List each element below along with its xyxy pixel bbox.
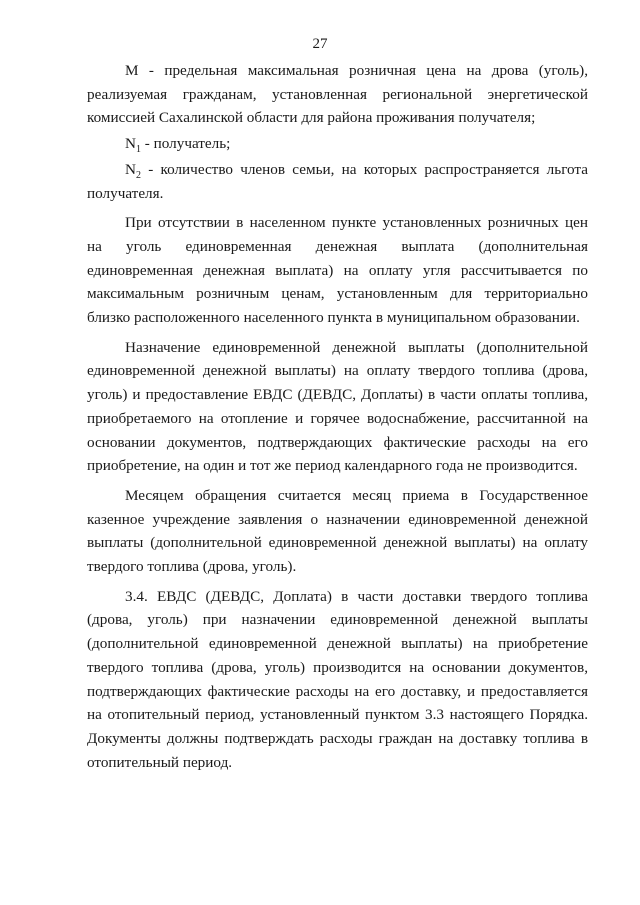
paragraph-n2-definition bbox=[87, 158, 588, 205]
paragraph-section-3-4: 3.4. ЕВДС (ДЕВДС, Доплата) в части доставки твердого топлива (дрова, уголь) при назначении единовременной денежной выплаты (дополнительной единовременной денежной выплаты) на приобретение твердого топлива (дрова, уголь) производится на основании документов, подтверждающих фактические расходы на его доставку, и предоставляется на отопительный период, установленный пунктом 3.3 настоящего Порядка. Документы должны подтверждать расходы граждан на доставку топлива в отопительный период. bbox=[87, 587, 588, 771]
paragraph-appointment-rule: Назначение единовременной денежной выплаты (дополнительной единовременной денежной выплаты) на оплату твердого топлива (дрова, уголь) и предоставление ЕВДС (ДЕВДС, Доплаты) в части оплаты топлива, приобретаемого на отопление и горячее водоснабжение, рассчитанной на основании документов, подтверждающих фактические расходы на его приобретение, на один и тот же период календарного года не производится. bbox=[87, 338, 588, 475]
n2-symbol: N bbox=[125, 160, 136, 178]
page-number: 27 bbox=[312, 36, 328, 52]
n1-symbol: N bbox=[125, 135, 136, 153]
n1-text: - получатель; bbox=[140, 135, 231, 153]
n1-subscript: 1 bbox=[135, 144, 141, 156]
paragraph-coal-price-absence: При отсутствии в населенном пункте установленных розничных цен на уголь единовременная денежная выплата (дополнительная единовременная денежная выплата) на оплату угля рассчитывается по максимальным розничным ценам, установленным для территориально близко расположенного населенного пункта в муниципальном образовании. bbox=[87, 214, 588, 327]
n2-subscript: 2 bbox=[135, 169, 141, 181]
paragraph-m-definition: М - предельная максимальная розничная цена на дрова (уголь), реализуемая гражданам, установленная региональной энергетической комиссией Сахалинской области для района проживания получателя; bbox=[87, 62, 588, 127]
n2-text: - количество членов семьи, на которых распространяется льгота получателя. bbox=[87, 160, 588, 202]
paragraph-application-month: Месяцем обращения считается месяц приема в Государственное казенное учреждение заявления о назначении единовременной денежной выплаты (дополнительной единовременной денежной выплаты) на оплату твердого топлива (дрова, уголь). bbox=[87, 486, 588, 576]
paragraph-n1-definition bbox=[87, 132, 588, 156]
document-body bbox=[87, 59, 588, 774]
